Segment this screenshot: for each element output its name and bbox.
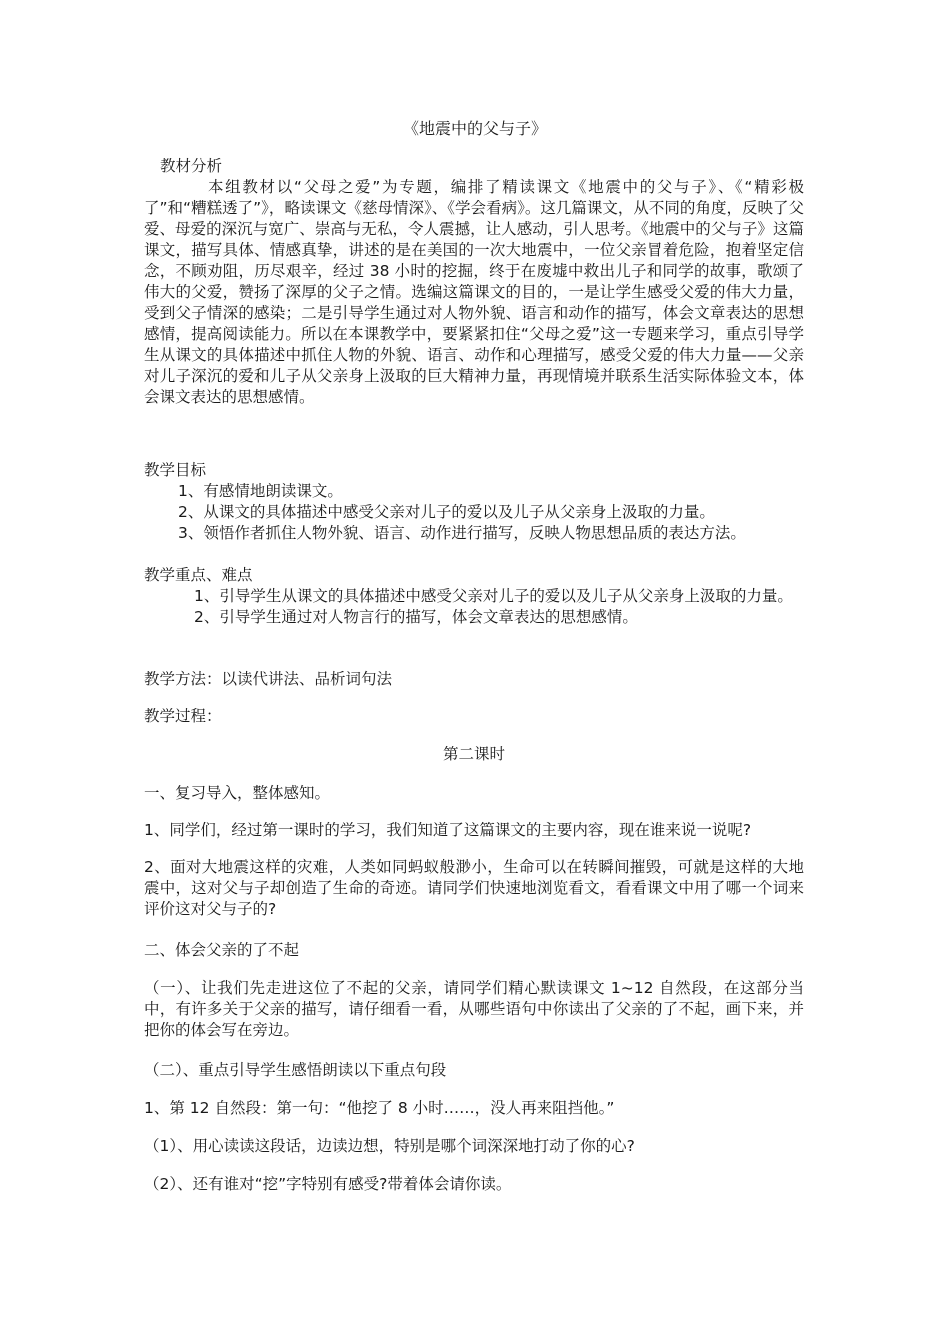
- part2-paragraph: 1、第 12 自然段：第一句：“他挖了 8 小时……，没人再来阻挡他。”: [144, 1099, 615, 1117]
- part2-section-1: （一）、让我们先走进这位了不起的父亲，请同学们精心默读课文 1~12 自然段，在这部分当中，有许多关于父亲的描写，请仔细看一看，从哪些语句中你读出了父亲的了不起，画下来，并把你的体会写在旁边。: [144, 979, 804, 1039]
- part2-question: （1）、用心读读这段话，边读边想，特别是哪个词深深地打动了你的心?: [144, 1137, 635, 1155]
- part1-paragraph: 2、面对大地震这样的灾难，人类如同蚂蚁般渺小，生命可以在转瞬间摧毁，可就是这样的大地震中，这对父与子却创造了生命的奇迹。请同学们快速地浏览看文，看看课文中用了哪一个词来评价这对父与子的?: [144, 858, 804, 918]
- part1-heading: 一、复习导入，整体感知。: [144, 784, 331, 802]
- process-heading: 教学过程：: [144, 707, 222, 725]
- goals-item: 1、有感情地朗读课文。: [178, 482, 343, 500]
- goals-item: 2、从课文的具体描述中感受父亲对儿子的爱以及儿子从父亲身上汲取的力量。: [178, 503, 715, 521]
- part2-heading: 二、体会父亲的了不起: [144, 941, 300, 959]
- goals-heading: 教学目标: [144, 461, 207, 479]
- lesson-title: 第二课时: [442, 745, 505, 763]
- analysis-body: 本组教材以“父母之爱”为专题，编排了精读课文《地震中的父与子》、《“精彩极了”和“糟糕透了”》，略读课文《慈母情深》、《学会看病》。这几篇课文，从不同的角度，反映了父爱、母爱的深沉与宽广、崇高与无私，令人震撼，让人感动，引人思考。《地震中的父与子》这篇课文，描写具体、情感真挚，讲述的是在美国的一次大地震中，一位父亲冒着危险，抱着坚定信念，不顾劝阻，历尽艰辛，经过 38 小时的挖掘，终于在废墟中救出儿子和同学的故事，歌颂了伟大的父爱，赞扬了深厚的父子之情。选编这篇课文的目的，一是让学生感受父爱的伟大力量，受到父子情深的感染；二是引导学生通过对人物外貌、语言和动作的描写，体会文章表达的思想感情，提高阅读能力。所以在本课教学中，要紧紧扣住“父母之爱”这一专题来学习，重点引导学生从课文的具体描述中抓住人物的外貌、语言、动作和心理描写，感受父爱的伟大力量——父亲对儿子深沉的爱和儿子从父亲身上汲取的巨大精神力量，再现情境并联系生活实际体验文本，体会课文表达的思想感情。: [144, 178, 804, 406]
- keypoints-item: 1、引导学生从课文的具体描述中感受父亲对儿子的爱以及儿子从父亲身上汲取的力量。: [194, 587, 793, 605]
- keypoints-heading: 教学重点、难点: [144, 566, 253, 584]
- keypoints-item: 2、引导学生通过对人物言行的描写，体会文章表达的思想感情。: [194, 608, 638, 626]
- part1-paragraph: 1、同学们，经过第一课时的学习，我们知道了这篇课文的主要内容，现在谁来说一说呢?: [144, 821, 752, 839]
- analysis-heading: 教材分析: [160, 157, 223, 175]
- teaching-method: 教学方法：以读代讲法、品析词句法: [144, 670, 393, 688]
- keypoints-section: [144, 565, 804, 628]
- goals-section: [144, 460, 804, 544]
- goals-item: 3、领悟作者抓住人物外貌、语言、动作进行描写，反映人物思想品质的表达方法。: [178, 524, 746, 542]
- part2-question: （2）、还有谁对“挖”字特别有感受?带着体会请你读。: [144, 1175, 512, 1193]
- analysis-section: [144, 156, 804, 408]
- part2-section-2: （二）、重点引导学生感悟朗读以下重点句段: [144, 1061, 447, 1079]
- document-title: 《地震中的父与子》: [402, 119, 547, 138]
